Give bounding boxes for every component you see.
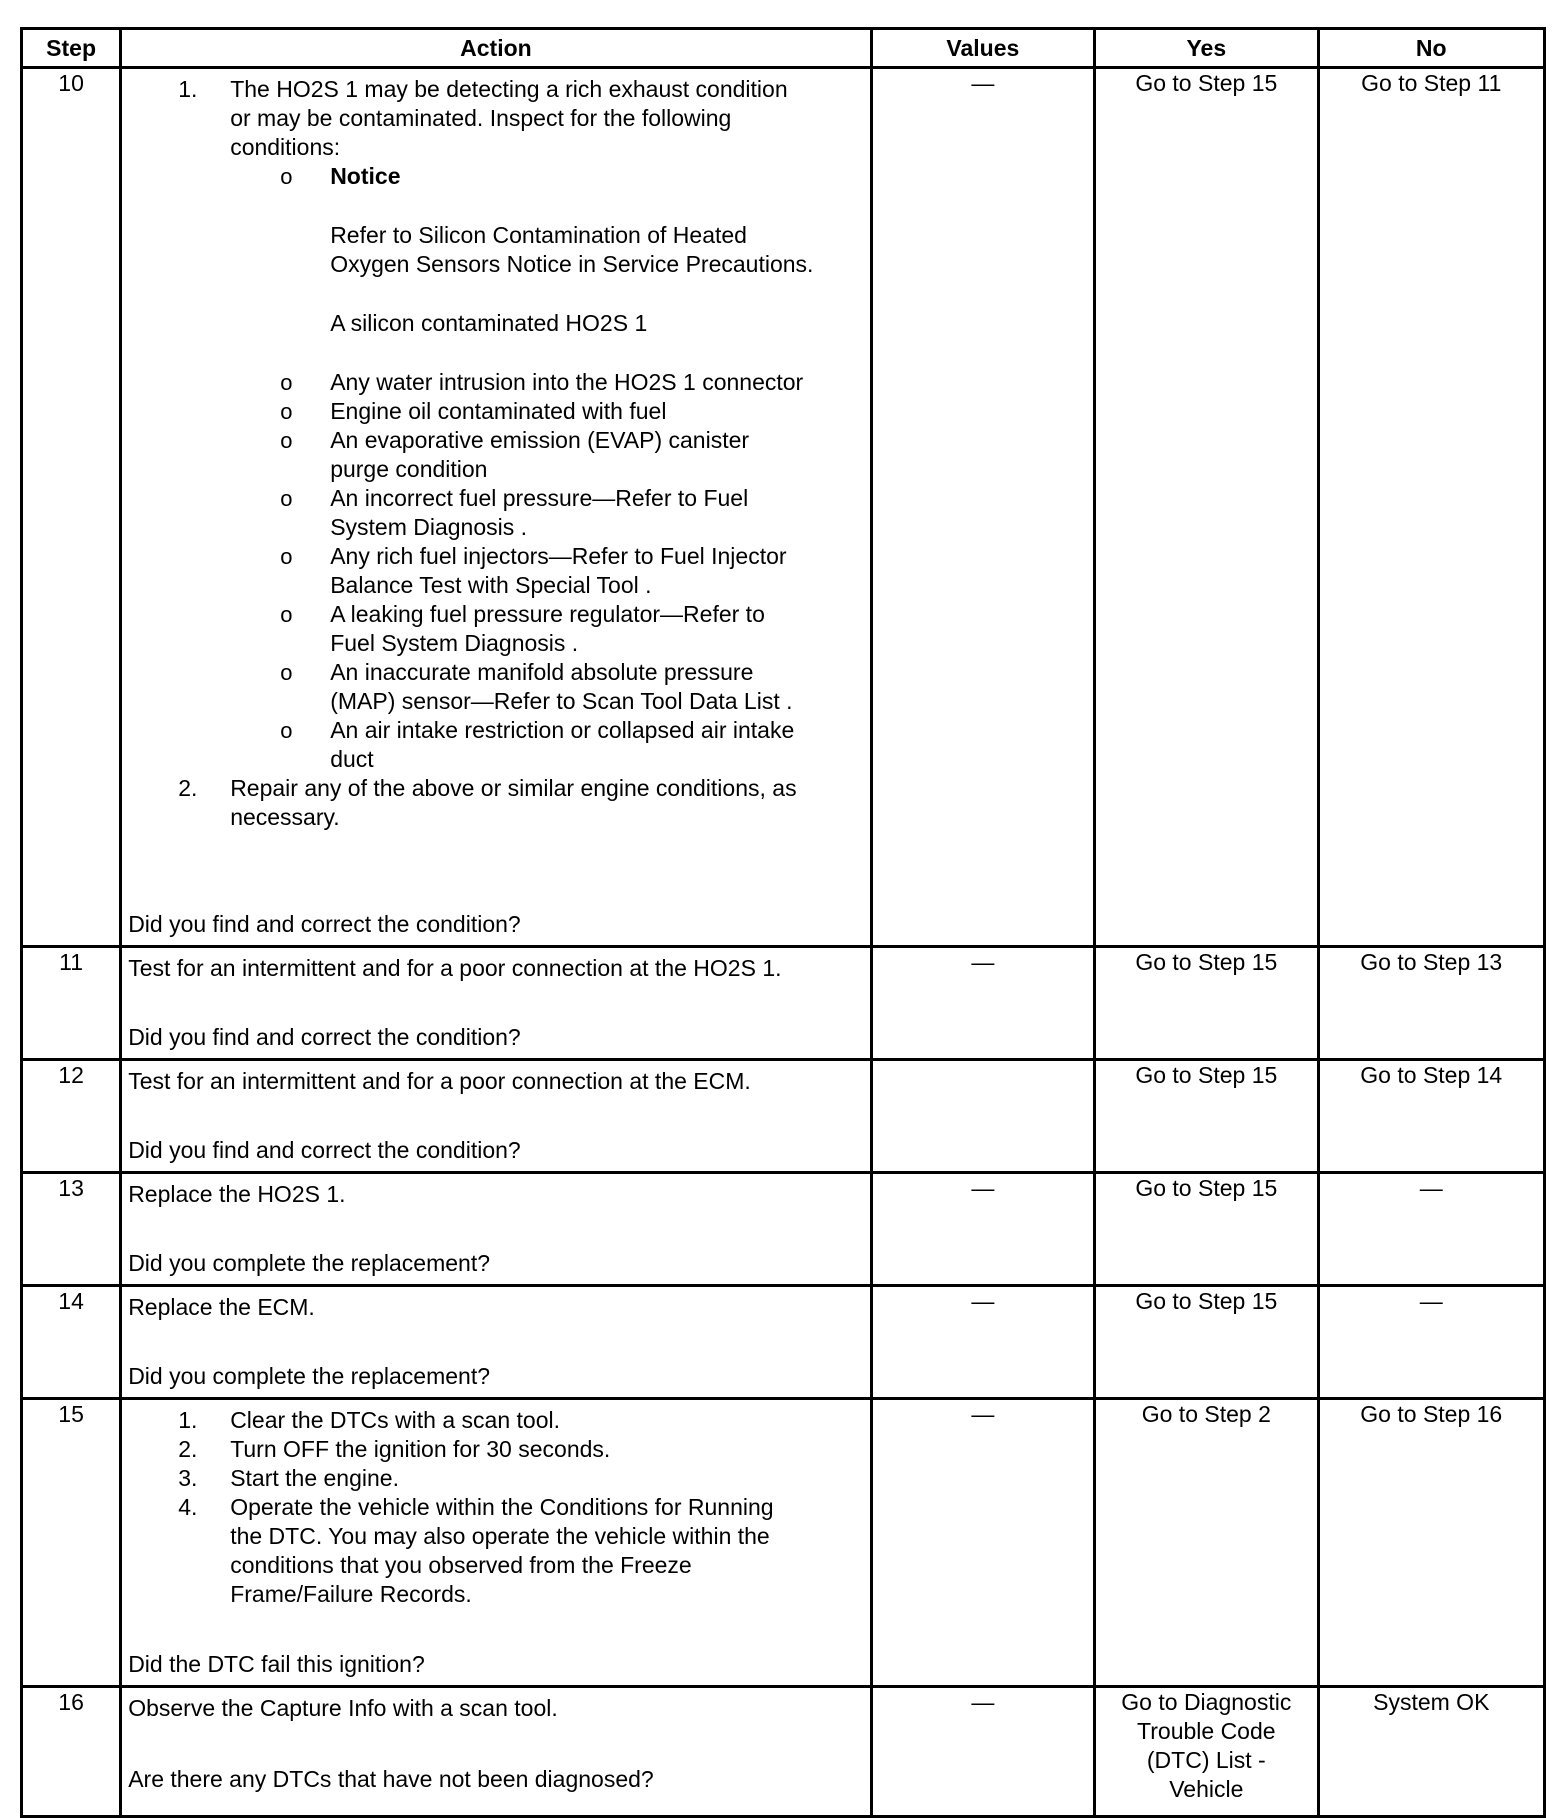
list-item: [228, 484, 861, 542]
no-cell: Go to Step 14: [1318, 1060, 1544, 1173]
table-row: [22, 1399, 1545, 1687]
table-row: [22, 1173, 1545, 1286]
list-item: [228, 542, 861, 600]
action-steps: [128, 75, 861, 162]
header-row: [22, 29, 1545, 68]
action-text: Frame/Failure Records.: [230, 1581, 472, 1607]
yes-cell: Go to Step 15: [1095, 1173, 1318, 1286]
action-text: Replace the HO2S 1.: [128, 1181, 346, 1207]
bullet: o: [280, 718, 293, 743]
step-number: 15: [22, 1399, 121, 1687]
yes-line: Go to Diagnostic: [1121, 1689, 1292, 1715]
bullet: o: [280, 544, 293, 569]
table-row: [22, 1286, 1545, 1399]
condition-list: [128, 162, 861, 191]
header-values: Values: [871, 29, 1094, 68]
no-cell: System OK: [1318, 1687, 1544, 1817]
question-text: Did the DTC fail this ignition?: [128, 1651, 425, 1677]
action-text: necessary.: [230, 804, 340, 830]
action-step: [128, 1406, 861, 1435]
bullet: o: [280, 428, 293, 453]
table-row: [22, 1687, 1545, 1817]
yes-line: Vehicle: [1169, 1776, 1244, 1802]
question-text: Did you find and correct the condition?: [128, 1137, 521, 1163]
header-action: Action: [121, 29, 871, 68]
table-row: [22, 68, 1545, 947]
header-step: Step: [22, 29, 121, 68]
no-cell: —: [1318, 1286, 1544, 1399]
question-text: Did you find and correct the condition?: [128, 1024, 521, 1050]
step-number: 10: [22, 68, 121, 947]
list-item-text: Any rich fuel injectors—Refer to Fuel Injector: [330, 543, 787, 569]
action-steps: [128, 774, 861, 832]
bullet: o: [280, 602, 293, 627]
no-cell: Go to Step 11: [1318, 68, 1544, 947]
action-cell: [121, 1060, 871, 1173]
action-text: Start the engine.: [230, 1465, 399, 1491]
notice-title: Notice: [330, 163, 401, 189]
action-text: Repair any of the above or similar engine conditions, as: [230, 775, 797, 801]
no-cell: Go to Step 16: [1318, 1399, 1544, 1687]
step-item-number: 2.: [178, 1436, 198, 1462]
action-text: conditions:: [230, 134, 341, 160]
list-item: [228, 162, 861, 191]
values-cell: [871, 1060, 1094, 1173]
notice-item: A silicon contaminated HO2S 1: [330, 310, 648, 336]
action-cell: [121, 1399, 871, 1687]
action-cell: [121, 1687, 871, 1817]
values-cell: —: [871, 1687, 1094, 1817]
yes-cell: Go to Step 15: [1095, 947, 1318, 1060]
list-item: [228, 368, 861, 397]
question-text: Did you complete the replacement?: [128, 1250, 490, 1276]
list-item-text: (MAP) sensor—Refer to Scan Tool Data List .: [330, 688, 793, 714]
action-step: [128, 774, 861, 832]
action-step: [128, 1493, 861, 1609]
list-item-text: A leaking fuel pressure regulator—Refer to: [330, 601, 765, 627]
action-cell: [121, 947, 871, 1060]
step-number: 13: [22, 1173, 121, 1286]
action-text: Test for an intermittent and for a poor connection at the ECM.: [128, 1068, 751, 1094]
list-item: [228, 600, 861, 658]
yes-line: Trouble Code: [1137, 1718, 1276, 1744]
action-text: Operate the vehicle within the Conditions for Running: [230, 1494, 774, 1520]
no-cell: —: [1318, 1173, 1544, 1286]
list-item-text: Engine oil contaminated with fuel: [330, 398, 667, 424]
list-item: [228, 658, 861, 716]
values-cell: —: [871, 947, 1094, 1060]
bullet: o: [280, 486, 293, 511]
list-item-text: Fuel System Diagnosis .: [330, 630, 579, 656]
action-steps: [128, 1406, 861, 1609]
question-text: Did you find and correct the condition?: [128, 911, 521, 937]
step-number: 16: [22, 1687, 121, 1817]
no-cell: Go to Step 13: [1318, 947, 1544, 1060]
step-number: 12: [22, 1060, 121, 1173]
step-item-number: 4.: [178, 1494, 198, 1520]
bullet: o: [280, 660, 293, 685]
list-item-text: An inaccurate manifold absolute pressure: [330, 659, 754, 685]
bullet: o: [280, 370, 293, 395]
step-item-number: 2.: [178, 775, 198, 801]
header-yes: Yes: [1095, 29, 1318, 68]
list-item-text: An incorrect fuel pressure—Refer to Fuel: [330, 485, 749, 511]
action-text: Observe the Capture Info with a scan tool.: [128, 1695, 558, 1721]
action-text: Turn OFF the ignition for 30 seconds.: [230, 1436, 611, 1462]
step-number: 11: [22, 947, 121, 1060]
values-cell: —: [871, 1399, 1094, 1687]
yes-cell: Go to Step 15: [1095, 68, 1318, 947]
yes-cell: Go to Step 15: [1095, 1286, 1318, 1399]
list-item-text: An evaporative emission (EVAP) canister: [330, 427, 750, 453]
yes-cell: Go to Step 2: [1095, 1399, 1318, 1687]
action-cell: [121, 1173, 871, 1286]
condition-list: [128, 368, 861, 774]
action-step: [128, 75, 861, 162]
values-cell: —: [871, 1286, 1094, 1399]
action-cell: [121, 1286, 871, 1399]
action-text: conditions that you observed from the Freeze: [230, 1552, 692, 1578]
action-step: [128, 1435, 861, 1464]
values-cell: —: [871, 68, 1094, 947]
action-text: Clear the DTCs with a scan tool.: [230, 1407, 560, 1433]
notice-text: Refer to Silicon Contamination of Heated: [330, 222, 747, 248]
action-text: The HO2S 1 may be detecting a rich exhaust condition: [230, 76, 788, 102]
header-no: No: [1318, 29, 1544, 68]
action-text: or may be contaminated. Inspect for the following: [230, 105, 732, 131]
action-text: Test for an intermittent and for a poor connection at the HO2S 1.: [128, 955, 782, 981]
list-item: [228, 716, 861, 774]
list-item: [228, 397, 861, 426]
yes-line: (DTC) List -: [1146, 1747, 1266, 1773]
list-item-text: System Diagnosis .: [330, 514, 528, 540]
step-item-number: 1.: [178, 76, 198, 102]
diagnostic-table: [20, 27, 1546, 1818]
step-number: 14: [22, 1286, 121, 1399]
list-item-text: Any water intrusion into the HO2S 1 connector: [330, 369, 804, 395]
step-item-number: 3.: [178, 1465, 198, 1491]
yes-cell: Go to Step 15: [1095, 1060, 1318, 1173]
values-cell: —: [871, 1173, 1094, 1286]
step-item-number: 1.: [178, 1407, 198, 1433]
yes-cell: [1095, 1687, 1318, 1817]
list-item-text: An air intake restriction or collapsed air intake: [330, 717, 795, 743]
bullet: o: [280, 399, 293, 424]
list-item: [228, 426, 861, 484]
question-text: Did you complete the replacement?: [128, 1363, 490, 1389]
bullet: o: [280, 164, 293, 189]
action-cell: [121, 68, 871, 947]
list-item-text: duct: [330, 746, 374, 772]
list-item-text: Balance Test with Special Tool .: [330, 572, 652, 598]
table-row: [22, 947, 1545, 1060]
action-step: [128, 1464, 861, 1493]
list-item-text: purge condition: [330, 456, 488, 482]
notice-text: Oxygen Sensors Notice in Service Precautions.: [330, 251, 814, 277]
action-text: Replace the ECM.: [128, 1294, 315, 1320]
question-text: Are there any DTCs that have not been diagnosed?: [128, 1766, 654, 1792]
action-text: the DTC. You may also operate the vehicle within the: [230, 1523, 770, 1549]
table-row: [22, 1060, 1545, 1173]
